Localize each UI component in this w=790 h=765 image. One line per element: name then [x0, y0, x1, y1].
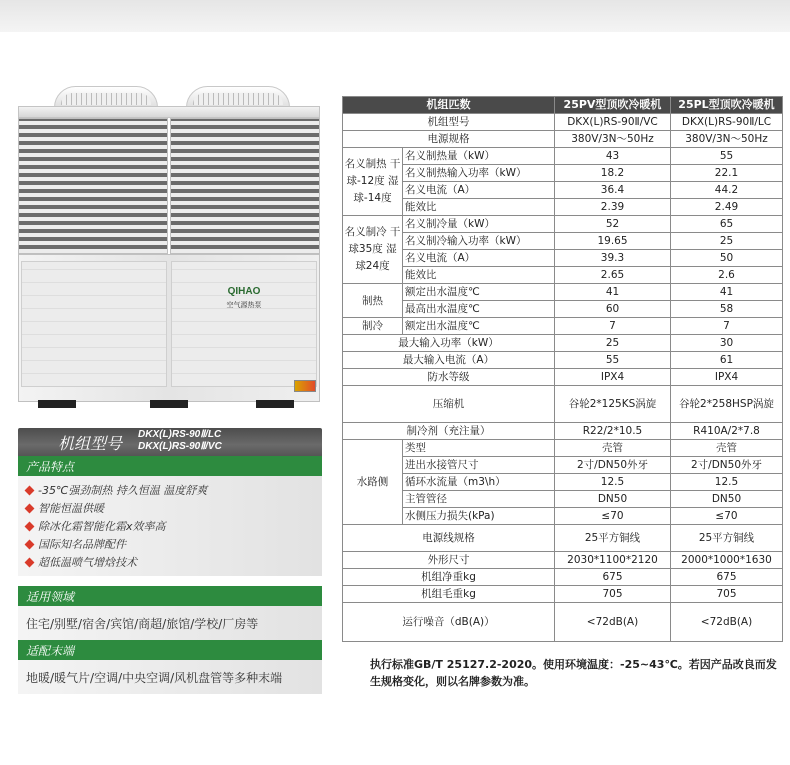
table-cell: 压缩机	[343, 386, 555, 423]
table-row	[343, 199, 783, 216]
table-cell: <72dB(A)	[671, 603, 783, 642]
table-cell: 2.65	[555, 267, 671, 284]
table-cell: 19.65	[555, 233, 671, 250]
table-cell: 30	[671, 335, 783, 352]
standard-note: 执行标准GB/T 25127.2-2020。使用环境温度：-25~43℃。若因产品改良而发生规格变化，则以名牌参数为准。	[370, 658, 777, 688]
table-cell: 55	[671, 148, 783, 165]
features-section	[18, 456, 322, 576]
application-text: 住宅/别墅/宿舍/宾馆/商超/旅馆/学校/厂房等	[18, 606, 322, 640]
features-list	[18, 476, 322, 572]
table-cell: 谷轮2*258HSP涡旋	[671, 386, 783, 423]
group-label: 制热	[343, 284, 403, 318]
table-row	[343, 552, 783, 569]
table-cell: 65	[671, 216, 783, 233]
top-panel	[18, 106, 320, 118]
table-cell: 58	[671, 301, 783, 318]
table-row	[343, 525, 783, 552]
unit-cabinet	[18, 254, 320, 402]
table-row	[343, 491, 783, 508]
table-cell: 额定出水温度℃	[403, 318, 555, 335]
table-cell: 机组净重kg	[343, 569, 555, 586]
diamond-bullet-icon	[25, 504, 35, 514]
table-row	[343, 369, 783, 386]
table-row	[343, 182, 783, 199]
model-name: DKX(L)RS-90Ⅱ/VC	[138, 441, 222, 452]
table-cell: 380V/3N～50Hz	[671, 131, 783, 148]
table-cell: 壳管	[671, 440, 783, 457]
table-row	[343, 301, 783, 318]
terminals-title: 适配末端	[18, 640, 322, 660]
cabinet-door	[171, 261, 317, 387]
group-label: 制冷	[343, 318, 403, 335]
table-cell: 380V/3N～50Hz	[555, 131, 671, 148]
terminals-text: 地暖/暖气片/空调/中央空调/风机盘管等多种末端	[18, 660, 322, 694]
table-row	[343, 114, 783, 131]
table-cell: 2.6	[671, 267, 783, 284]
table-cell: ≤70	[555, 508, 671, 525]
table-cell: 水侧压力损失(kPa)	[403, 508, 555, 525]
table-cell: 主管管径	[403, 491, 555, 508]
table-header-row	[343, 97, 783, 114]
table-cell: 52	[555, 216, 671, 233]
column-header: 25PL型顶吹冷暖机	[671, 97, 783, 114]
features-title: 产品特点	[18, 456, 322, 476]
application-title: 适用领域	[18, 586, 322, 606]
cabinet-door	[21, 261, 167, 387]
table-cell: 名义电流（A）	[403, 182, 555, 199]
diamond-bullet-icon	[25, 486, 35, 496]
table-cell: 41	[671, 284, 783, 301]
unit-foot	[38, 400, 76, 408]
table-row	[343, 603, 783, 642]
table-cell: 12.5	[671, 474, 783, 491]
table-cell: 43	[555, 148, 671, 165]
table-cell: 名义制热量（kW）	[403, 148, 555, 165]
table-cell: R22/2*10.5	[555, 423, 671, 440]
table-cell: 最大输入电流（A）	[343, 352, 555, 369]
table-cell: 名义制热输入功率（kW）	[403, 165, 555, 182]
table-cell: R410A/2*7.8	[671, 423, 783, 440]
table-cell: 2寸/DN50外牙	[671, 457, 783, 474]
heat-pump-unit-image	[18, 86, 320, 402]
diamond-bullet-icon	[25, 540, 35, 550]
table-cell: 机组型号	[343, 114, 555, 131]
table-row	[343, 165, 783, 182]
table-cell: 循环水流量（m3\h）	[403, 474, 555, 491]
model-bar-models	[138, 429, 222, 453]
features-box	[18, 476, 322, 576]
table-cell: 额定出水温度℃	[403, 284, 555, 301]
unit-foot	[256, 400, 294, 408]
table-cell: IPX4	[671, 369, 783, 386]
table-row	[343, 474, 783, 491]
table-cell: 运行噪音（dB(A)）	[343, 603, 555, 642]
table-cell: DN50	[671, 491, 783, 508]
table-row	[343, 284, 783, 301]
model-name: DKX(L)RS-90Ⅱ/LC	[138, 429, 222, 440]
table-cell: 25	[671, 233, 783, 250]
table-cell: DKX(L)RS-90Ⅱ/LC	[671, 114, 783, 131]
table-cell: 2000*1000*1630	[671, 552, 783, 569]
diamond-bullet-icon	[25, 558, 35, 568]
table-cell: 2.49	[671, 199, 783, 216]
table-cell: 名义电流（A）	[403, 250, 555, 267]
table-cell: 电源线规格	[343, 525, 555, 552]
table-cell: 705	[555, 586, 671, 603]
table-row	[343, 148, 783, 165]
table-cell: 制冷剂（充注量）	[343, 423, 555, 440]
brand-logo: QIHAO	[227, 286, 261, 297]
table-cell: 最大输入功率（kW）	[343, 335, 555, 352]
table-cell: DN50	[555, 491, 671, 508]
table-cell: 25平方铜线	[671, 525, 783, 552]
table-cell: 36.4	[555, 182, 671, 199]
table-cell: 名义制冷输入功率（kW）	[403, 233, 555, 250]
table-cell: 675	[671, 569, 783, 586]
table-cell: 22.1	[671, 165, 783, 182]
application-section	[18, 586, 322, 640]
table-row	[343, 423, 783, 440]
model-bar	[18, 428, 322, 456]
table-cell: 能效比	[403, 199, 555, 216]
group-label: 名义制热 干球-12度 湿球-14度	[343, 148, 403, 216]
table-cell: 谷轮2*125KS涡旋	[555, 386, 671, 423]
table-row	[343, 386, 783, 423]
table-cell: 能效比	[403, 267, 555, 284]
feature-item: 智能恒温供暖	[26, 500, 322, 518]
table-row	[343, 267, 783, 284]
table-cell: 44.2	[671, 182, 783, 199]
group-label: 名义制冷 干球35度 湿球24度	[343, 216, 403, 284]
table-cell: 39.3	[555, 250, 671, 267]
table-row	[343, 569, 783, 586]
table-cell: 外形尺寸	[343, 552, 555, 569]
table-row	[343, 352, 783, 369]
diamond-bullet-icon	[25, 522, 35, 532]
column-header: 25PV型顶吹冷暖机	[555, 97, 671, 114]
brand-subtitle: 空气源热泵	[226, 301, 262, 309]
table-row	[343, 457, 783, 474]
table-cell: 名义制冷量（kW）	[403, 216, 555, 233]
coil-grille	[18, 118, 168, 254]
table-cell: IPX4	[555, 369, 671, 386]
table-row	[343, 131, 783, 148]
table-cell: 705	[671, 586, 783, 603]
unit-foot	[150, 400, 188, 408]
terminals-section	[18, 640, 322, 694]
table-cell: 2030*1100*2120	[555, 552, 671, 569]
table-row	[343, 440, 783, 457]
feature-item: 国际知名品牌配件	[26, 536, 322, 554]
feature-item: 除冰化霜智能化霜x效率高	[26, 518, 322, 536]
group-label: 水路侧	[343, 440, 403, 525]
column-header: 机组匹数	[343, 97, 555, 114]
table-cell: 25	[555, 335, 671, 352]
table-row	[343, 335, 783, 352]
table-cell: ≤70	[671, 508, 783, 525]
table-cell: 2.39	[555, 199, 671, 216]
table-cell: 壳管	[555, 440, 671, 457]
energy-badge	[294, 380, 316, 392]
table-cell: 25平方铜线	[555, 525, 671, 552]
table-cell: DKX(L)RS-90Ⅱ/VC	[555, 114, 671, 131]
table-cell: 7	[555, 318, 671, 335]
table-cell: 2寸/DN50外牙	[555, 457, 671, 474]
table-cell: 最高出水温度℃	[403, 301, 555, 318]
coil-grille	[170, 118, 320, 254]
table-cell: 41	[555, 284, 671, 301]
model-bar-title: 机组型号	[58, 434, 123, 453]
feature-item: 超低温喷气增焓技术	[26, 554, 322, 572]
table-cell: 机组毛重kg	[343, 586, 555, 603]
top-band	[0, 0, 790, 32]
table-cell: 675	[555, 569, 671, 586]
table-cell: 50	[671, 250, 783, 267]
table-row	[343, 233, 783, 250]
table-cell: 类型	[403, 440, 555, 457]
table-row	[343, 508, 783, 525]
table-row	[343, 586, 783, 603]
table-cell: 7	[671, 318, 783, 335]
table-row	[343, 318, 783, 335]
feature-item: -35℃强劲制热 持久恒温 温度舒爽	[26, 482, 322, 500]
table-cell: 12.5	[555, 474, 671, 491]
table-row	[343, 250, 783, 267]
table-cell: 防水等级	[343, 369, 555, 386]
table-cell: 55	[555, 352, 671, 369]
spec-table	[342, 96, 783, 642]
table-cell: 进出水接管尺寸	[403, 457, 555, 474]
table-cell: 18.2	[555, 165, 671, 182]
table-cell: 61	[671, 352, 783, 369]
table-cell: <72dB(A)	[555, 603, 671, 642]
table-row	[343, 216, 783, 233]
table-cell: 60	[555, 301, 671, 318]
table-cell: 电源规格	[343, 131, 555, 148]
